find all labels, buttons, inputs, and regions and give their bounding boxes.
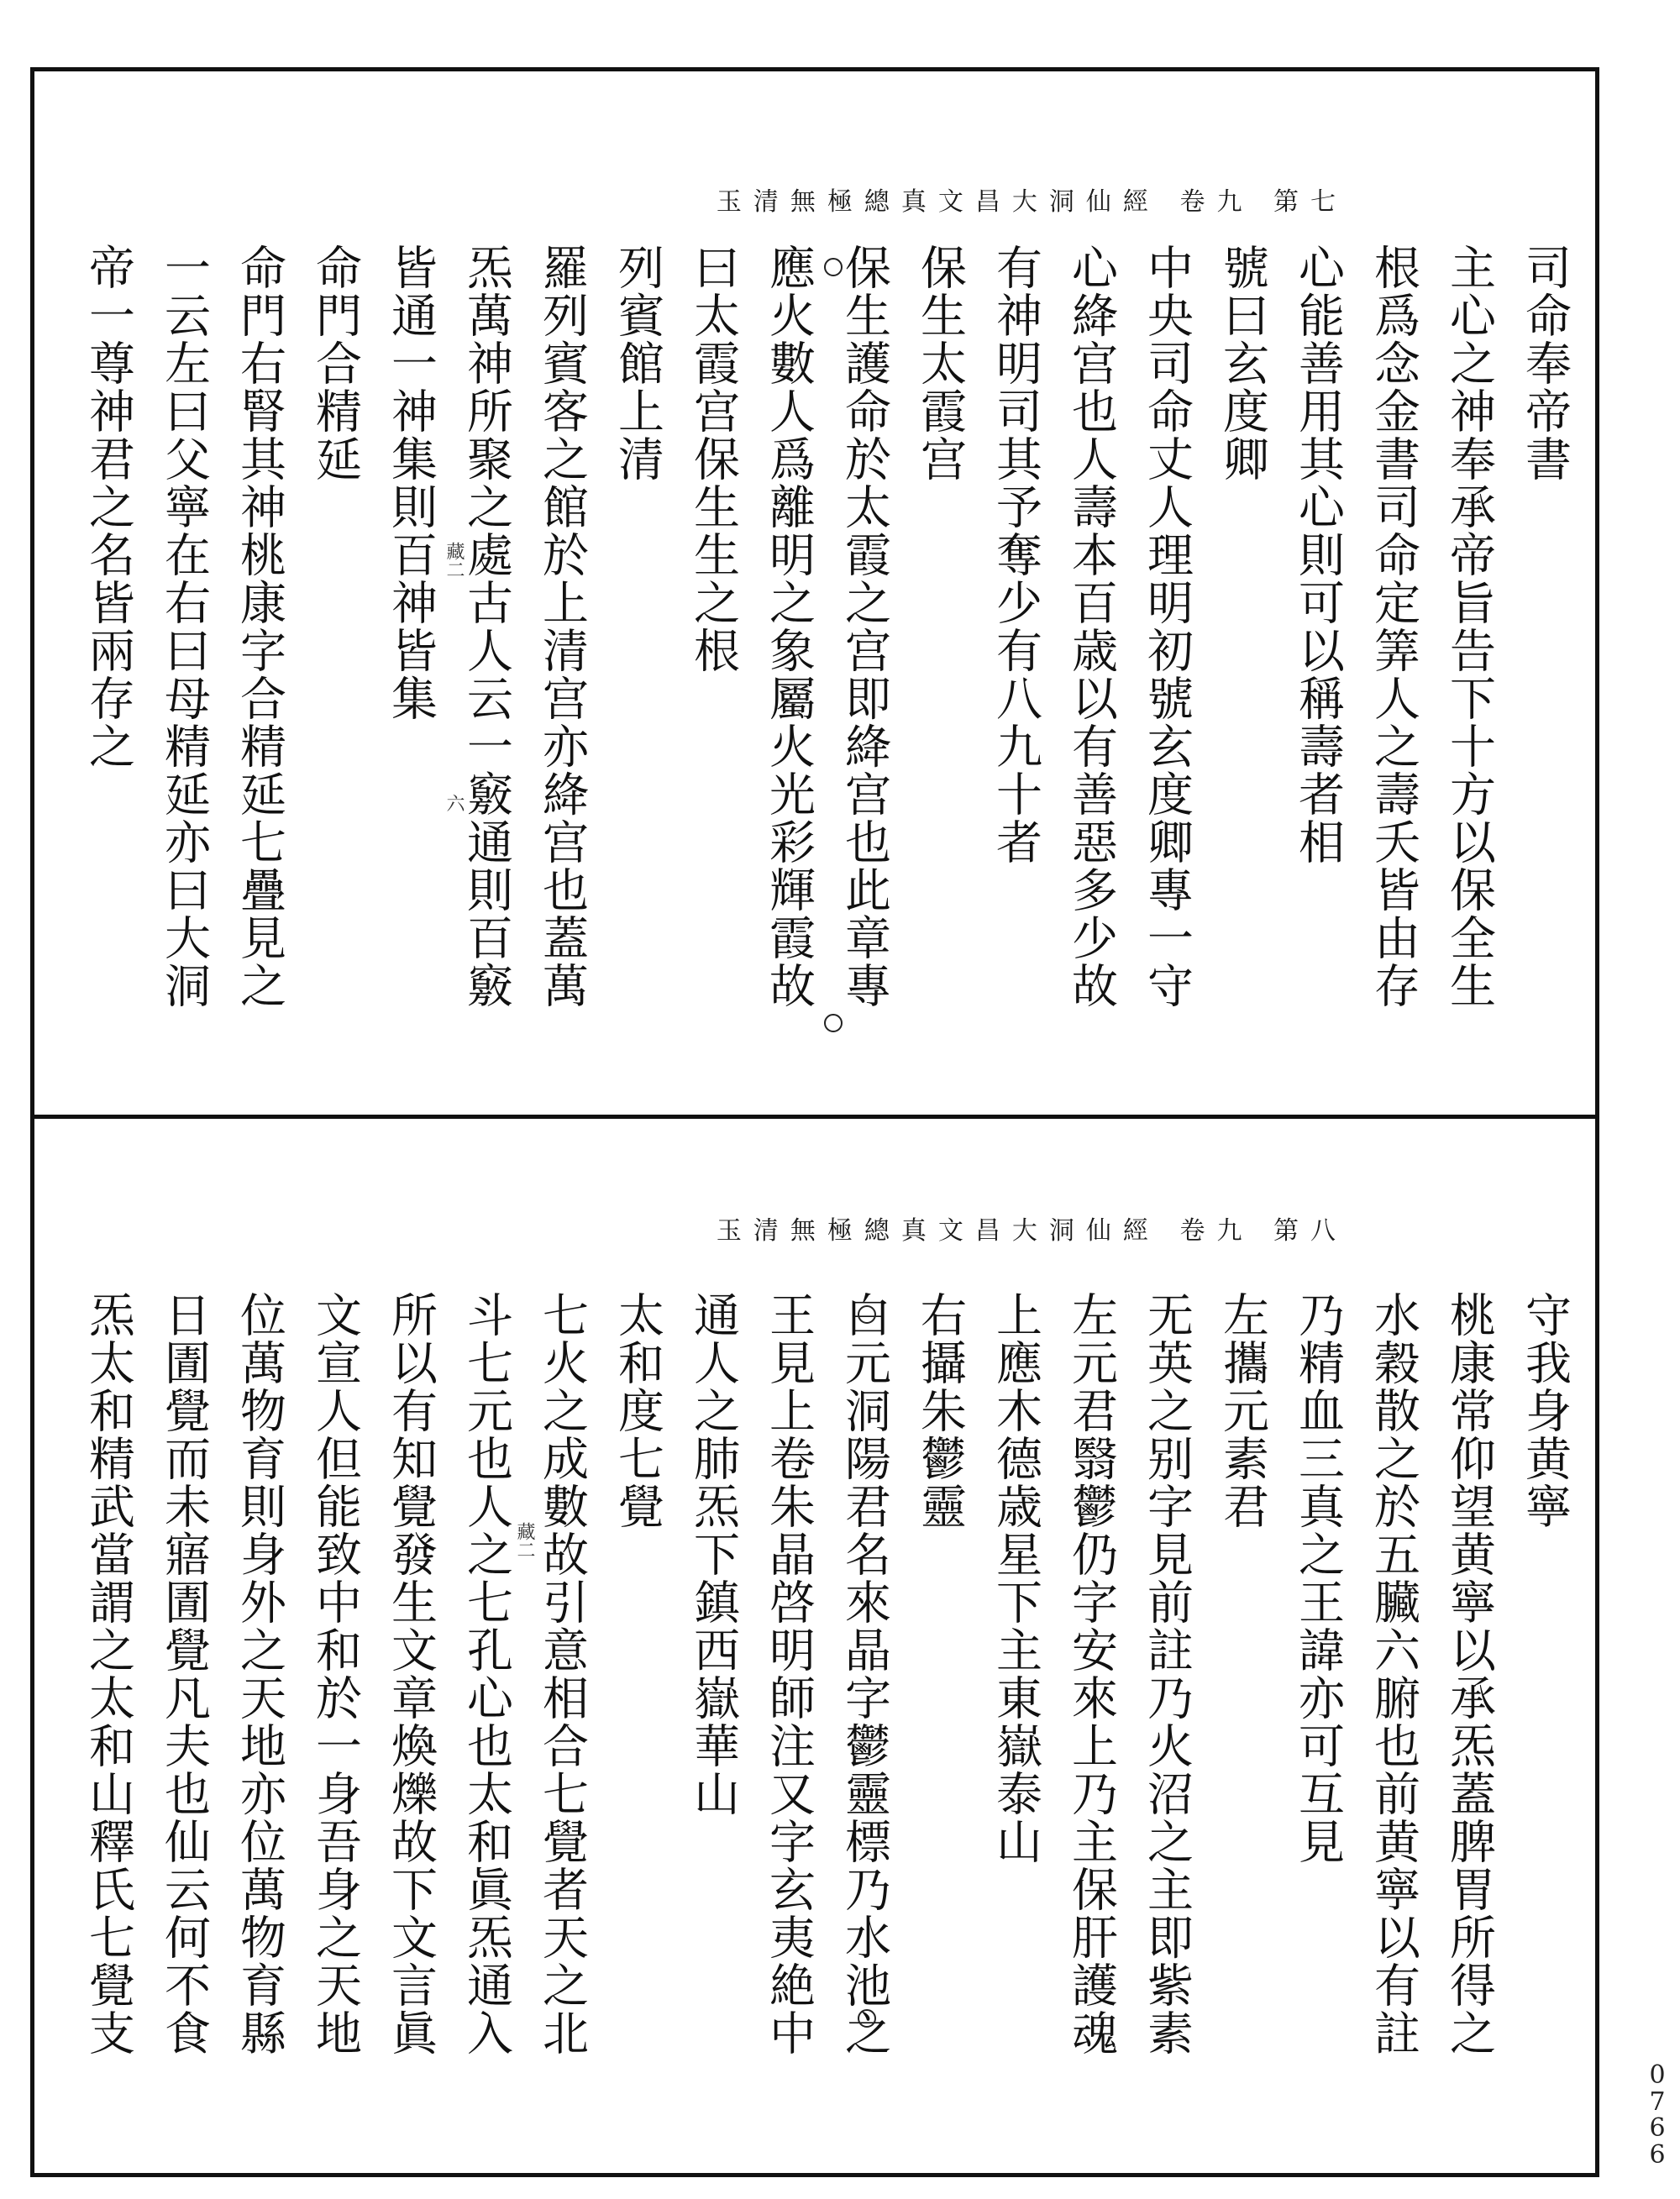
- text-column: 七火之成數故引意相合七覺者天之北: [535, 1291, 589, 2057]
- text-column: 位萬物育則身外之天地亦位萬物育縣: [233, 1291, 286, 2057]
- text-column: 號曰玄度卿: [1215, 244, 1269, 483]
- bottom-page: [34, 1119, 1595, 2173]
- text-column: 通人之肺炁下鎮西嶽華山: [686, 1291, 740, 1818]
- text-column: 炁太和精武當謂之太和山釋氏七覺支: [81, 1291, 135, 2057]
- punctuation-circle: [824, 258, 843, 276]
- text-column: 命門右腎其神桃康字合精延七疊見之: [233, 244, 286, 1010]
- text-column: 乃精血三真之王諱亦可互見: [1291, 1291, 1345, 1866]
- text-column: 曰太霞宫保生生之根: [686, 244, 740, 674]
- text-column: 右攝朱鬱靈: [913, 1291, 967, 1530]
- text-column: 水穀散之於五臟六腑也前黄寧以有註: [1367, 1291, 1420, 2057]
- margin-note: 藏二: [514, 1522, 535, 1559]
- text-column: 命門合精延: [308, 244, 362, 483]
- text-column: 主心之神奉承帝旨告下十方以保全生: [1442, 244, 1496, 1010]
- text-column: 左元君翳鬱仍字安來上乃主保肝護魂: [1064, 1291, 1118, 2057]
- text-column: 左攜元素君: [1215, 1291, 1269, 1530]
- text-column: 日圊覺而未寤圊覺凡夫也仙云何不食: [157, 1291, 211, 2057]
- text-column: 列賓館上清: [611, 244, 664, 483]
- text-column: 一云左曰父寧在右曰母精延亦曰大洞: [157, 244, 211, 1010]
- margin-note: 六: [444, 794, 465, 812]
- text-column: 王見上卷朱晶啓明師注又字玄夷絶中: [762, 1291, 816, 2057]
- text-column: 應火數人爲離明之象屬火光彩輝霞故: [762, 244, 816, 1010]
- text-column: 白元洞陽君名來晶字鬱靈標乃水池之: [837, 1291, 891, 2057]
- text-column: 保生太霞宫: [913, 244, 967, 483]
- text-column: 中央司命丈人理明初號玄度卿專一守: [1140, 244, 1194, 1010]
- text-column: 无英之别字見前註乃火沼之主即紫素: [1140, 1291, 1194, 2057]
- running-head: 玉清無極總真文昌大洞仙經 卷九 第七: [716, 187, 1347, 217]
- punctuation-circle: [824, 1014, 843, 1032]
- text-column: 上應木德歳星下主東嶽泰山: [989, 1291, 1042, 1866]
- text-column: 心絳宫也人壽本百歳以有善惡多少故: [1064, 244, 1118, 1010]
- text-column: 所以有知覺發生文章煥爍故下文言眞: [384, 1291, 438, 2057]
- text-column: 帝一尊神君之名皆兩存之: [81, 244, 135, 770]
- punctuation-circle: [858, 2009, 876, 2028]
- text-column: 炁萬神所聚之處古人云一竅通則百竅: [459, 244, 513, 1010]
- text-column: 文宣人但能致中和於一身吾身之天地: [308, 1291, 362, 2057]
- text-column: 根爲念金書司命定筭人之壽夭皆由存: [1367, 244, 1420, 1010]
- text-column: 有神明司其予奪少有八九十者: [989, 244, 1042, 866]
- punctuation-circle: [858, 1305, 876, 1324]
- text-column: 太和度七覺: [611, 1291, 664, 1530]
- text-column: 保生護命於太霞之宫即絳宫也此章專: [837, 244, 891, 1010]
- text-column: 皆通一神集則百神皆集: [384, 244, 438, 722]
- text-column: 心能善用其心則可以稱壽者相: [1291, 244, 1345, 866]
- text-column: 斗七元也人之七孔心也太和眞炁通入: [459, 1291, 513, 2057]
- top-page: [34, 71, 1595, 1115]
- text-column: 桃康常仰望黄寧以承炁蓋脾胃所得之: [1442, 1291, 1496, 2057]
- margin-note: 藏二: [444, 542, 465, 579]
- page-number: 0766: [1649, 2060, 1666, 2170]
- running-head: 玉清無極總真文昌大洞仙經 卷九 第八: [716, 1216, 1347, 1246]
- text-column: 羅列賓客之館於上清宫亦絳宫也蓋萬: [535, 244, 589, 1010]
- text-column: 守我身黄寧: [1518, 1291, 1572, 1530]
- text-column: 司命奉帝書: [1518, 244, 1572, 483]
